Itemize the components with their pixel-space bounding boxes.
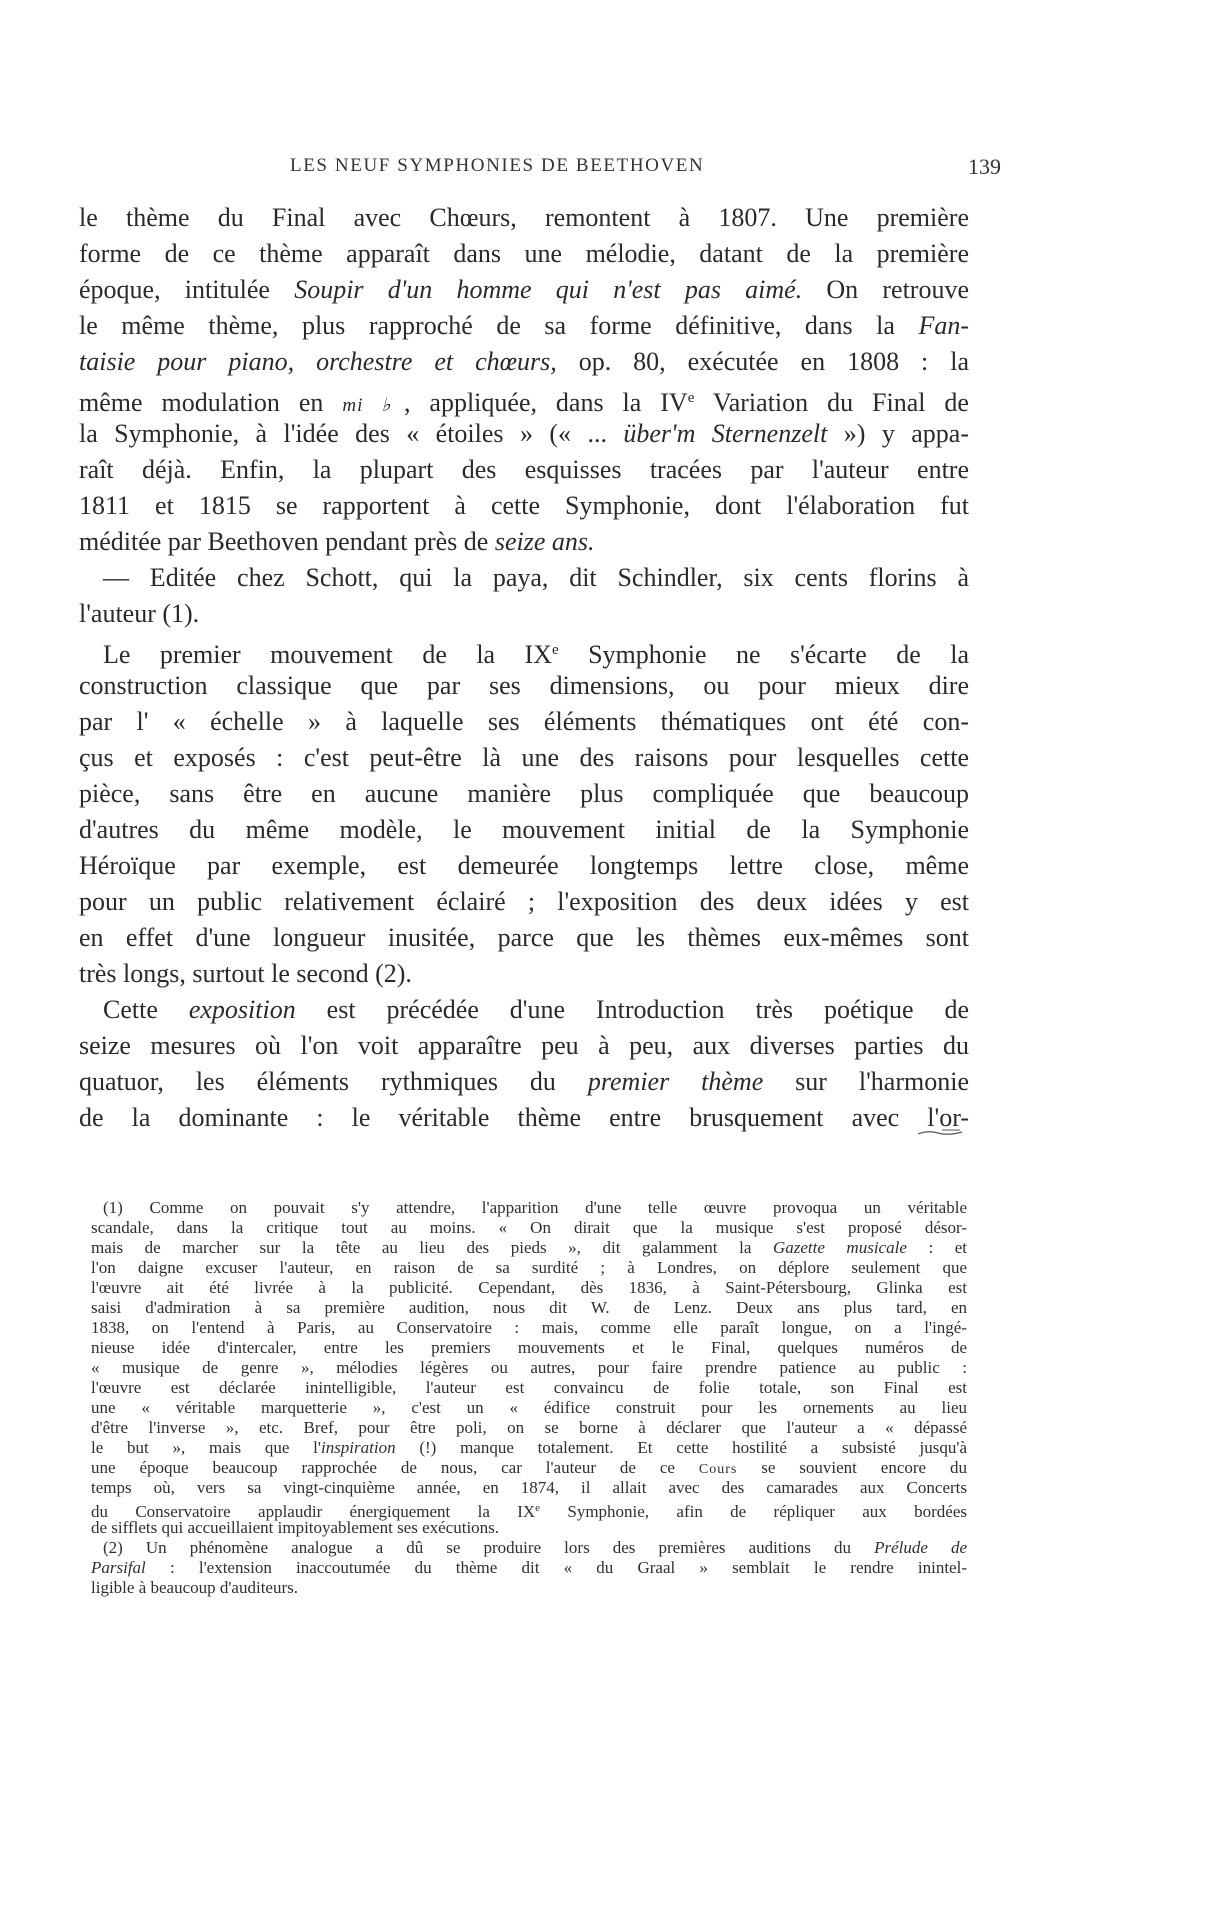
footnote-line: le but », mais que l'inspiration (!) manque totalement. Et cette hostilité a subsisté jusqu'à: [91, 1438, 967, 1457]
text-line: 1811 et 1815 se rapportent à cette Symphonie, dont l'élaboration fut: [79, 491, 969, 520]
footnote-line: « musique de genre », mélodies légères ou autres, pour faire prendre patience au public :: [91, 1358, 967, 1377]
note-name: mi ♭: [342, 395, 404, 416]
text-line: d'autres du même modèle, le mouvement initial de la Symphonie: [79, 815, 969, 844]
footnote-line: (1) Comme on pouvait s'y attendre, l'apparition d'une telle œuvre provoqua un véritable: [103, 1198, 967, 1217]
footnotes: [91, 1198, 967, 1598]
text-line: taisie pour piano, orchestre et chœurs, op. 80, exécutée en 1808 : la: [79, 347, 970, 376]
footnote-line: temps où, vers sa vingt-cinquième année, en 1874, il allait avec des camarades aux Concerts: [91, 1478, 967, 1497]
text-line: la Symphonie, à l'idée des « étoiles » (« ... über'm Sternenzelt ») y appa-: [79, 419, 969, 448]
main-text: [79, 200, 969, 1136]
footnote-line: l'on daigne excuser l'auteur, en raison de sa surdité ; à Londres, on déplore seulement que: [91, 1258, 967, 1277]
text-line: même modulation en mi ♭, appliquée, dans la IVe Variation du Final de: [79, 388, 969, 417]
italic-quote: über'm Sternenzelt: [623, 419, 828, 448]
footnote-line: ligible à beaucoup d'auditeurs.: [91, 1578, 298, 1597]
text-line: — Editée chez Schott, qui la paya, dit Schindler, six cents florins à: [103, 563, 969, 592]
text-line: çus et exposés : c'est peut-être là une des raisons pour lesquelles cette: [79, 743, 969, 772]
italic-title: Gazette musicale: [772, 1238, 907, 1257]
italic-title: Prélude de: [874, 1538, 967, 1557]
small-caps-word: Cours: [698, 1462, 738, 1477]
italic-title: taisie pour piano, orchestre et chœurs,: [79, 347, 557, 376]
footnote-line: de sifflets qui accueillaient impitoyablement ses exécutions.: [91, 1518, 500, 1537]
footnote-line: d'être l'inverse », etc. Bref, pour être poli, on se borne à déclarer que l'auteur a « dépassé: [91, 1418, 967, 1437]
text-line: forme de ce thème apparaît dans une mélodie, datant de la première: [79, 239, 969, 268]
catchword-flourish: [916, 1127, 964, 1137]
text-line: seize mesures où l'on voit apparaître peu à peu, aux diverses parties du: [79, 1031, 969, 1060]
text-line: l'auteur (1).: [79, 599, 200, 628]
footnote-line: 1838, on l'entend à Paris, au Conservatoire : mais, comme elle paraît longue, on a l'ingé-: [91, 1318, 967, 1337]
footnote-line: saisi d'admiration à sa première audition, nous dit W. de Lenz. Deux ans plus tard, en: [91, 1298, 967, 1317]
text-line: le thème du Final avec Chœurs, remontent à 1807. Une première: [79, 203, 969, 232]
text-line: Cette exposition est précédée d'une Introduction très poétique de: [103, 995, 969, 1024]
footnote-line: l'œuvre ait été livrée à la publicité. Cependant, dès 1836, à Saint-Pétersbourg, Glinka est: [91, 1278, 967, 1297]
footnote-line: du Conservatoire applaudir énergiquement la IXe Symphonie, afin de répliquer aux bordées: [91, 1502, 967, 1521]
italic-title: Fan-: [918, 311, 969, 340]
italic-phrase: premier thème: [587, 1067, 764, 1096]
text-line: quatuor, les éléments rythmiques du premier thème sur l'harmonie: [79, 1067, 969, 1096]
footnote-line: nieuse idée d'intercaler, entre les premiers mouvements et le Final, quelques numéros de: [91, 1338, 967, 1357]
italic-phrase: seize ans.: [494, 527, 595, 556]
footnote-line: l'œuvre est déclarée inintelligible, l'auteur est convaincu de folie totale, son Final est: [91, 1378, 967, 1397]
text-line: de la dominante : le véritable thème entre brusquement avec l'or-: [79, 1103, 969, 1132]
text-line: pour un public relativement éclairé ; l'exposition des deux idées y est: [79, 887, 969, 916]
text-line: époque, intitulée Soupir d'un homme qui n'est pas aimé. On retrouve: [79, 275, 969, 304]
text-line: en effet d'une longueur inusitée, parce que les thèmes eux-mêmes sont: [79, 923, 969, 952]
footnote-line: une « véritable marquetterie », c'est un « édifice construit pour les ornements au lieu: [91, 1398, 967, 1417]
italic-word: inspiration: [320, 1438, 396, 1457]
text-line: pièce, sans être en aucune manière plus compliquée que beaucoup: [79, 779, 969, 808]
footnote-line: Parsifal : l'extension inaccoutumée du thème dit « du Graal » semblait le rendre inintel-: [91, 1558, 967, 1577]
text-line: très longs, surtout le second (2).: [79, 959, 412, 988]
text-line: le même thème, plus rapproché de sa forme définitive, dans la Fan-: [79, 311, 969, 340]
text-line: raît déjà. Enfin, la plupart des esquisses tracées par l'auteur entre: [79, 455, 969, 484]
text-line: Héroïque par exemple, est demeurée longtemps lettre close, même: [79, 851, 969, 880]
italic-title: Parsifal: [91, 1558, 146, 1577]
superscript: e: [687, 390, 695, 406]
superscript: e: [551, 642, 559, 658]
text-line: méditée par Beethoven pendant près de seize ans.: [79, 527, 595, 556]
footnote-line: mais de marcher sur la tête au lieu des pieds », dit galamment la Gazette musicale : et: [91, 1238, 968, 1257]
footnote-line: une époque beaucoup rapprochée de nous, car l'auteur de ce Cours se souvient encore du: [91, 1458, 967, 1477]
footnote-line: scandale, dans la critique tout au moins. « On dirait que la musique s'est proposé désor-: [91, 1218, 967, 1237]
footnote-line: (2) Un phénomène analogue a dû se produire lors des premières auditions du Prélude de: [103, 1538, 967, 1557]
text-line: construction classique que par ses dimensions, ou pour mieux dire: [79, 671, 969, 700]
italic-title: Soupir d'un homme qui n'est pas aimé.: [294, 275, 803, 304]
superscript: e: [535, 1502, 541, 1514]
text-line: Le premier mouvement de la IXe Symphonie ne s'écarte de la: [103, 640, 969, 669]
text-line: par l' « échelle » à laquelle ses éléments thématiques ont été con-: [79, 707, 969, 736]
page-number: 139: [968, 154, 1001, 179]
running-title: LES NEUF SYMPHONIES DE BEETHOVEN: [290, 155, 705, 176]
italic-word: exposition: [188, 995, 296, 1024]
